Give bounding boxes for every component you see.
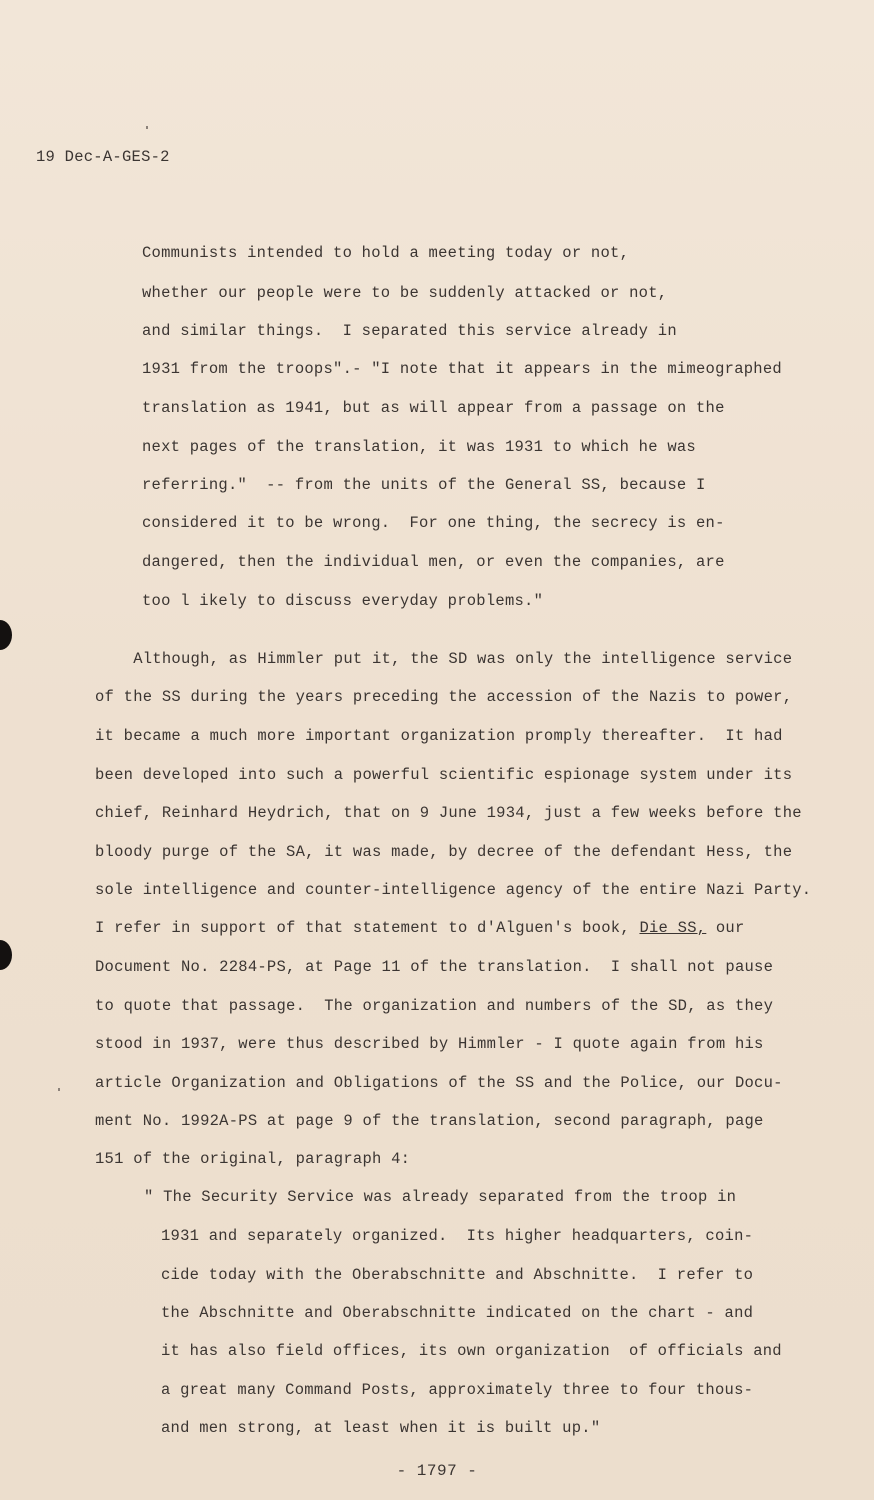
body-line: 151 of the original, paragraph 4: — [95, 1150, 411, 1168]
quote-line: it has also field offices, its own organization of officials and — [161, 1342, 782, 1360]
body-line: it became a much more important organization promply thereafter. It had — [95, 727, 783, 745]
page-number: - 1797 - — [396, 1462, 478, 1480]
body-line: ment No. 1992A-PS at page 9 of the translation, second paragraph, page — [95, 1112, 764, 1130]
quote-line: the Abschnitte and Oberabschnitte indicated on the chart - and — [161, 1304, 754, 1322]
body-line-with-book-reference — [95, 918, 745, 938]
quote-line: whether our people were to be suddenly attacked or not, — [142, 284, 668, 302]
reference-text: our — [706, 919, 745, 937]
body-line: been developed into such a powerful scientific espionage system under its — [95, 766, 793, 784]
punch-hole — [0, 620, 12, 650]
body-line: chief, Reinhard Heydrich, that on 9 June 1934, just a few weeks before the — [95, 804, 802, 822]
quote-line: translation as 1941, but as will appear from a passage on the — [142, 399, 725, 417]
document-reference: 19 Dec-A-GES-2 — [36, 148, 170, 166]
reference-text: I refer in support of that statement to d'Alguen's book, — [95, 919, 640, 937]
body-line: sole intelligence and counter-intelligence agency of the entire Nazi Party. — [95, 881, 812, 899]
body-line: article Organization and Obligations of the SS and the Police, our Docu- — [95, 1074, 783, 1092]
quote-line: 1931 from the troops".- "I note that it appears in the mimeographed — [142, 360, 782, 378]
book-title: Die SS, — [639, 919, 707, 937]
quote-line: referring." -- from the units of the General SS, because I — [142, 476, 706, 494]
quote-line: next pages of the translation, it was 1931 to which he was — [142, 438, 696, 456]
paper-speck — [146, 126, 148, 129]
quote-line: considered it to be wrong. For one thing, the secrecy is en- — [142, 514, 725, 532]
quote-line: Communists intended to hold a meeting today or not, — [142, 244, 630, 262]
quote-line: cide today with the Oberabschnitte and Abschnitte. I refer to — [161, 1266, 754, 1284]
body-line: stood in 1937, were thus described by Himmler - I quote again from his — [95, 1035, 764, 1053]
quote-line: " The Security Service was already separated from the troop in — [144, 1188, 737, 1206]
body-line: Although, as Himmler put it, the SD was only the intelligence service — [95, 650, 793, 668]
body-line: of the SS during the years preceding the accession of the Nazis to power, — [95, 688, 793, 706]
body-line: bloody purge of the SA, it was made, by decree of the defendant Hess, the — [95, 843, 793, 861]
body-line: to quote that passage. The organization and numbers of the SD, as they — [95, 997, 774, 1015]
punch-hole — [0, 940, 12, 970]
quote-line: a great many Command Posts, approximately three to four thous- — [161, 1381, 754, 1399]
body-line: Document No. 2284-PS, at Page 11 of the translation. I shall not pause — [95, 958, 774, 976]
quote-line: and men strong, at least when it is built up." — [161, 1419, 601, 1437]
quote-line: and similar things. I separated this service already in — [142, 322, 677, 340]
quote-line: 1931 and separately organized. Its higher headquarters, coin- — [161, 1227, 754, 1245]
paper-speck — [58, 1088, 60, 1091]
quote-line: dangered, then the individual men, or even the companies, are — [142, 553, 725, 571]
quote-line: too l ikely to discuss everyday problems." — [142, 592, 544, 610]
